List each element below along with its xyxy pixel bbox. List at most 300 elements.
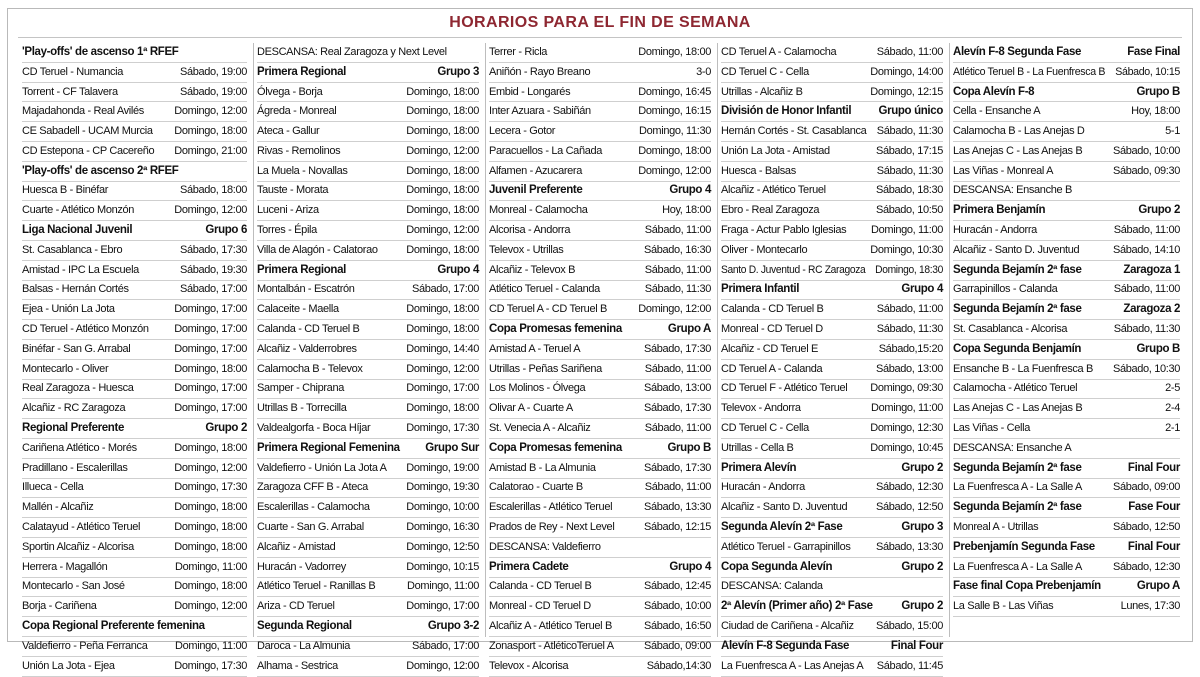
match-time: 3-0	[696, 65, 711, 78]
match-row	[22, 399, 247, 419]
section-header	[257, 261, 479, 281]
match-teams: Real Zaragoza - Huesca	[22, 382, 134, 395]
rest-note	[953, 182, 1180, 202]
match-row	[489, 637, 711, 657]
match-time: Domingo, 12:00	[174, 204, 247, 217]
match-row	[257, 201, 479, 221]
match-teams: Villa de Alagón - Calatorao	[257, 243, 378, 256]
match-row	[22, 558, 247, 578]
match-teams: CD Estepona - CP Cacereño	[22, 144, 155, 157]
match-teams: Las Anejas C - Las Anejas B	[953, 144, 1083, 157]
section-group: Grupo 4	[669, 560, 711, 573]
match-time: Sábado, 17:30	[643, 342, 711, 355]
section-title: Liga Nacional Juvenil	[22, 224, 133, 237]
match-row	[22, 360, 247, 380]
match-time: Sábado, 11:00	[1113, 283, 1180, 296]
section-title: Juvenil Preferente	[489, 184, 583, 197]
section-header	[953, 340, 1180, 360]
match-time: Sábado, 18:30	[875, 184, 943, 197]
section-title: 2ª Alevín (Primer año) 2ª Fase	[721, 600, 873, 613]
match-teams: Fraga - Actur Pablo Iglesias	[721, 224, 847, 237]
section-group: Grupo 2	[901, 461, 943, 474]
match-teams: Calatorao - Cuarte B	[489, 481, 583, 494]
section-title: Segunda Regional	[257, 620, 352, 633]
match-teams: Zaragoza CFF B - Ateca	[257, 481, 368, 494]
match-teams: Huracán - Andorra	[721, 481, 805, 494]
match-time: Domingo, 10:30	[870, 243, 943, 256]
match-teams: Herrera - Magallón	[22, 560, 108, 573]
section-header	[22, 419, 247, 439]
match-teams: Montecarlo - San José	[22, 580, 125, 593]
match-teams: Olivar A - Cuarte A	[489, 402, 573, 415]
match-row	[721, 439, 943, 459]
match-time: Sábado,15:20	[878, 342, 943, 355]
match-row	[489, 578, 711, 598]
match-teams: Utrillas - Cella B	[721, 441, 794, 454]
section-header	[953, 83, 1180, 103]
match-time: Domingo, 18:30	[875, 263, 943, 276]
match-time: Sábado, 17:00	[411, 639, 479, 652]
match-teams: Binéfar - San G. Arrabal	[22, 342, 131, 355]
match-row	[489, 360, 711, 380]
match-row	[721, 221, 943, 241]
match-row	[257, 360, 479, 380]
match-time: Sábado, 11:00	[644, 422, 711, 435]
match-teams: La Fuenfresca A - La Salle A	[953, 560, 1083, 573]
match-time: Domingo, 12:00	[174, 105, 247, 118]
match-time: Sábado, 12:45	[643, 580, 711, 593]
match-teams: Montecarlo - Oliver	[22, 362, 109, 375]
section-group: Zaragoza 1	[1123, 263, 1180, 276]
match-row	[721, 479, 943, 499]
match-teams: Inter Azuara - Sabiñán	[489, 105, 591, 118]
match-teams: Atlético Teruel - Calanda	[489, 283, 600, 296]
match-teams: Atlético Teruel B - La Fuenfresca B	[953, 65, 1106, 78]
match-time: Domingo, 17:00	[174, 402, 247, 415]
section-title: Segunda Bejamín 2ª fase	[953, 461, 1082, 474]
match-time: Domingo, 18:00	[174, 441, 247, 454]
section-title: Copa Promesas femenina	[489, 323, 622, 336]
match-teams: Cella - Ensanche A	[953, 105, 1041, 118]
match-teams: Escalerillas - Atlético Teruel	[489, 501, 613, 514]
match-row	[953, 597, 1180, 617]
section-header	[953, 300, 1180, 320]
rest-text: DESCANSA: Ensanche B	[953, 184, 1072, 197]
section-header	[721, 281, 943, 301]
match-time: Sábado, 17:00	[179, 283, 247, 296]
match-row	[257, 479, 479, 499]
match-time: Sábado, 11:00	[644, 362, 711, 375]
match-time: Domingo, 18:00	[406, 184, 479, 197]
match-teams: CD Teruel F - Atlético Teruel	[721, 382, 848, 395]
section-title: Copa Segunda Alevín	[721, 560, 833, 573]
match-row	[22, 498, 247, 518]
match-time: Sábado, 11:45	[876, 659, 943, 672]
match-time: Sábado, 17:30	[643, 461, 711, 474]
match-row	[489, 340, 711, 360]
section-group: Grupo 2	[1138, 204, 1180, 217]
section-header	[953, 498, 1180, 518]
match-time: Domingo, 12:30	[870, 422, 943, 435]
match-row	[721, 63, 943, 83]
match-teams: CD Teruel C - Cella	[721, 65, 809, 78]
match-teams: Rivas - Remolinos	[257, 144, 341, 157]
match-time: Domingo, 12:00	[406, 659, 479, 672]
match-time: Domingo, 14:00	[870, 65, 943, 78]
match-row	[721, 617, 943, 637]
match-time: Sábado, 12:50	[1112, 521, 1180, 534]
match-time: Domingo, 17:00	[174, 323, 247, 336]
match-row	[489, 479, 711, 499]
section-header	[489, 182, 711, 202]
match-time: Sábado, 17:30	[179, 243, 247, 256]
match-teams: St. Casablanca - Ebro	[22, 243, 123, 256]
section-header	[721, 637, 943, 657]
section-header	[22, 221, 247, 241]
section-header	[953, 43, 1180, 63]
match-time: Sábado, 11:00	[876, 45, 943, 58]
match-row	[22, 479, 247, 499]
match-row	[489, 657, 711, 677]
match-time: Domingo, 16:30	[406, 521, 479, 534]
match-row	[257, 83, 479, 103]
match-teams: Borja - Cariñena	[22, 600, 97, 613]
match-time: Sábado, 16:50	[643, 620, 711, 633]
section-header	[257, 617, 479, 637]
section-header	[22, 617, 247, 637]
match-time: Sábado, 10:30	[1112, 362, 1180, 375]
match-teams: Alcañiz - Valderrobres	[257, 342, 357, 355]
match-row	[22, 261, 247, 281]
match-time: Domingo, 17:30	[406, 422, 479, 435]
match-teams: Cuarte - Atlético Monzón	[22, 204, 135, 217]
match-teams: Torres - Épila	[257, 224, 317, 237]
match-time: Domingo, 12:50	[406, 540, 479, 553]
match-time: Domingo, 17:30	[174, 659, 247, 672]
match-teams: Alcañiz - Televox B	[489, 263, 576, 276]
match-row	[257, 399, 479, 419]
match-time: Domingo, 18:00	[406, 105, 479, 118]
match-time: Sábado, 09:00	[643, 639, 711, 652]
match-teams: Oliver - Montecarlo	[721, 243, 808, 256]
match-teams: Utrillas - Alcañiz B	[721, 85, 803, 98]
match-row	[489, 83, 711, 103]
rest-text: DESCANSA: Valdefierro	[489, 540, 601, 553]
match-teams: Alcañiz A - Atlético Teruel B	[489, 620, 612, 633]
match-time: Domingo, 12:00	[638, 303, 711, 316]
match-teams: La Salle B - Las Viñas	[953, 600, 1054, 613]
match-time: Sábado, 11:00	[644, 481, 711, 494]
rest-text: DESCANSA: Real Zaragoza y Next Level	[257, 45, 447, 58]
match-row	[489, 617, 711, 637]
match-row	[953, 479, 1180, 499]
schedule-columns	[22, 43, 1184, 672]
match-time: Sábado, 19:30	[179, 263, 247, 276]
section-title: División de Honor Infantil	[721, 105, 852, 118]
schedule-column-1	[22, 43, 254, 672]
match-teams: Las Viñas - Monreal A	[953, 164, 1054, 177]
section-title: Alevín F-8 Segunda Fase	[721, 639, 850, 652]
section-group: Grupo B	[1136, 85, 1180, 98]
match-time: Domingo, 18:00	[406, 303, 479, 316]
match-time: Domingo, 17:00	[174, 303, 247, 316]
match-teams: Calamocha B - Televox	[257, 362, 363, 375]
match-row	[721, 122, 943, 142]
match-time: Domingo, 18:00	[406, 323, 479, 336]
match-row	[953, 558, 1180, 578]
match-teams: CD Teruel - Atlético Monzón	[22, 323, 149, 336]
match-teams: Alcañiz - CD Teruel E	[721, 342, 818, 355]
match-row	[489, 597, 711, 617]
section-title: Primera Regional Femenina	[257, 441, 400, 454]
match-row	[257, 340, 479, 360]
match-row	[257, 518, 479, 538]
match-time: Domingo, 10:45	[870, 441, 943, 454]
match-time: 2-4	[1165, 402, 1180, 415]
match-teams: Pradillano - Escalerillas	[22, 461, 128, 474]
match-teams: Monreal - Calamocha	[489, 204, 588, 217]
match-teams: Alcañiz - Atlético Teruel	[721, 184, 826, 197]
match-teams: CD Teruel A - CD Teruel B	[489, 303, 608, 316]
match-row	[22, 142, 247, 162]
match-teams: Amistad - IPC La Escuela	[22, 263, 139, 276]
match-row	[721, 360, 943, 380]
match-time: Domingo, 11:00	[175, 560, 247, 573]
match-teams: Escalerillas - Calamocha	[257, 501, 370, 514]
match-row	[489, 459, 711, 479]
match-time: Sábado, 09:00	[1112, 481, 1180, 494]
section-title: Segunda Alevín 2ª Fase	[721, 521, 843, 534]
match-teams: Utrillas B - Torrecilla	[257, 402, 347, 415]
match-time: Domingo, 14:40	[406, 342, 479, 355]
match-teams: Embid - Longarés	[489, 85, 571, 98]
match-row	[489, 281, 711, 301]
section-group: Grupo 4	[669, 184, 711, 197]
match-time: Sábado, 11:30	[876, 164, 943, 177]
section-title: 'Play-offs' de ascenso 2ª RFEF	[22, 164, 179, 177]
rest-note	[257, 43, 479, 63]
match-row	[257, 597, 479, 617]
match-row	[22, 340, 247, 360]
section-title: Segunda Bejamín 2ª fase	[953, 303, 1082, 316]
match-teams: Atlético Teruel - Ranillas B	[257, 580, 376, 593]
match-row	[721, 182, 943, 202]
match-time: Domingo, 18:00	[406, 402, 479, 415]
match-row	[953, 221, 1180, 241]
match-row	[257, 102, 479, 122]
match-teams: Terrer - Ricla	[489, 45, 548, 58]
match-teams: Televox - Alcorisa	[489, 659, 569, 672]
schedule-column-5	[950, 43, 1182, 637]
match-row	[721, 201, 943, 221]
match-row	[257, 241, 479, 261]
match-time: Sábado, 10:00	[1112, 144, 1180, 157]
match-time: Sábado, 11:00	[1113, 224, 1180, 237]
match-time: Sábado, 12:50	[875, 501, 943, 514]
match-row	[489, 142, 711, 162]
match-teams: Ejea - Unión La Jota	[22, 303, 115, 316]
section-group: Grupo B	[667, 441, 711, 454]
match-time: Hoy, 18:00	[1131, 105, 1180, 118]
section-group: Final Four	[1127, 461, 1180, 474]
match-time: Sábado, 17:15	[875, 144, 943, 157]
match-row	[721, 83, 943, 103]
match-teams: Ateca - Gallur	[257, 125, 320, 138]
section-header	[489, 558, 711, 578]
match-row	[489, 221, 711, 241]
match-row	[257, 419, 479, 439]
match-teams: Ciudad de Cariñena - Alcañiz	[721, 620, 854, 633]
match-row	[489, 261, 711, 281]
match-time: Domingo, 17:00	[174, 382, 247, 395]
section-header	[22, 162, 247, 182]
match-row	[489, 518, 711, 538]
match-teams: Valdefierro - Peña Ferranca	[22, 639, 148, 652]
match-row	[22, 320, 247, 340]
section-group: Grupo 2	[901, 560, 943, 573]
match-time: Sábado, 18:00	[179, 184, 247, 197]
match-row	[257, 221, 479, 241]
match-row	[489, 300, 711, 320]
match-time: Sábado, 11:00	[644, 263, 711, 276]
match-time: Domingo, 18:00	[174, 540, 247, 553]
match-teams: Prados de Rey - Next Level	[489, 521, 615, 534]
match-time: 2-1	[1165, 422, 1180, 435]
match-time: Domingo, 16:45	[638, 85, 711, 98]
match-row	[22, 122, 247, 142]
match-row	[22, 281, 247, 301]
match-teams: Calatayud - Atlético Teruel	[22, 521, 141, 534]
match-time: 2-5	[1165, 382, 1180, 395]
section-header	[489, 320, 711, 340]
match-row	[22, 459, 247, 479]
match-time: Domingo, 12:15	[870, 85, 943, 98]
schedule-column-2	[254, 43, 486, 672]
schedule-panel	[7, 8, 1193, 672]
section-group: Grupo 3-2	[427, 620, 479, 633]
match-teams: Zonasport - AtléticoTeruel A	[489, 639, 614, 652]
match-time: Sábado, 11:30	[876, 125, 943, 138]
match-time: Domingo, 18:00	[406, 204, 479, 217]
match-teams: Valdealgorfa - Boca Híjar	[257, 422, 371, 435]
match-time: Domingo, 17:00	[406, 382, 479, 395]
section-header	[489, 439, 711, 459]
match-time: Domingo, 12:00	[638, 164, 711, 177]
rest-note	[721, 578, 943, 598]
section-group: Grupo 6	[205, 224, 247, 237]
match-teams: Valdefierro - Unión La Jota A	[257, 461, 387, 474]
match-teams: Calamocha B - Las Anejas D	[953, 125, 1085, 138]
match-row	[721, 498, 943, 518]
match-teams: Huesca - Balsas	[721, 164, 796, 177]
match-teams: Amistad A - Teruel A	[489, 342, 581, 355]
match-row	[22, 300, 247, 320]
match-time: Sábado, 10:00	[643, 600, 711, 613]
match-row	[489, 498, 711, 518]
section-header	[721, 459, 943, 479]
match-row	[489, 419, 711, 439]
section-title: Copa Alevín F-8	[953, 85, 1035, 98]
match-time: Domingo, 19:30	[406, 481, 479, 494]
match-row	[953, 518, 1180, 538]
section-title: Segunda Bejamín 2ª fase	[953, 263, 1082, 276]
match-row	[953, 360, 1180, 380]
match-teams: Balsas - Hernán Cortés	[22, 283, 129, 296]
section-group: Grupo 3	[437, 65, 479, 78]
match-time: Domingo, 18:00	[406, 125, 479, 138]
rest-text: DESCANSA: Ensanche A	[953, 441, 1072, 454]
section-title: Regional Preferente	[22, 422, 124, 435]
match-row	[489, 122, 711, 142]
match-time: Domingo, 21:00	[174, 144, 247, 157]
match-teams: Samper - Chiprana	[257, 382, 344, 395]
section-group: Zaragoza 2	[1123, 303, 1180, 316]
match-row	[721, 657, 943, 677]
match-teams: Monreal - CD Teruel D	[721, 323, 823, 336]
section-header	[721, 558, 943, 578]
match-row	[22, 201, 247, 221]
section-header	[721, 102, 943, 122]
match-time: Domingo, 18:00	[174, 580, 247, 593]
match-teams: Mallén - Alcañiz	[22, 501, 94, 514]
match-row	[721, 43, 943, 63]
match-row	[721, 261, 943, 281]
match-time: Domingo, 18:00	[174, 521, 247, 534]
match-teams: CD Teruel - Numancia	[22, 65, 124, 78]
match-teams: Aniñón - Rayo Breano	[489, 65, 591, 78]
section-group: Grupo 4	[901, 283, 943, 296]
match-time: Sábado, 13:00	[643, 382, 711, 395]
match-teams: Daroca - La Almunia	[257, 639, 351, 652]
match-teams: CE Sabadell - UCAM Murcia	[22, 125, 153, 138]
match-time: Lunes, 17:30	[1120, 600, 1180, 613]
match-time: Domingo, 11:00	[175, 639, 247, 652]
match-row	[257, 380, 479, 400]
match-row	[22, 518, 247, 538]
match-teams: Unión La Jota - Ejea	[22, 659, 115, 672]
match-time: Sábado, 14:10	[1112, 243, 1180, 256]
match-row	[22, 657, 247, 677]
match-teams: Calanda - CD Teruel B	[489, 580, 592, 593]
match-teams: Cuarte - San G. Arrabal	[257, 521, 364, 534]
match-time: Sábado, 15:00	[875, 620, 943, 633]
match-row	[953, 399, 1180, 419]
match-time: Domingo, 16:15	[638, 105, 711, 118]
match-time: Sábado, 12:15	[643, 521, 711, 534]
match-row	[257, 498, 479, 518]
match-time: Sábado, 19:00	[179, 65, 247, 78]
match-row	[953, 281, 1180, 301]
section-header	[953, 201, 1180, 221]
match-time: Sábado, 10:15	[1115, 65, 1180, 78]
rest-note	[953, 439, 1180, 459]
section-group: Grupo 2	[205, 422, 247, 435]
match-row	[953, 380, 1180, 400]
section-header	[257, 63, 479, 83]
match-teams: Torrent - CF Talavera	[22, 85, 118, 98]
title-divider	[18, 37, 1182, 38]
match-time: Domingo, 18:00	[174, 362, 247, 375]
match-time: Domingo, 18:00	[406, 85, 479, 98]
match-time: Domingo, 17:00	[406, 600, 479, 613]
section-title: Primera Alevín	[721, 461, 797, 474]
match-time: Sábado, 11:00	[876, 303, 943, 316]
match-time: Domingo, 12:00	[406, 362, 479, 375]
match-row	[257, 300, 479, 320]
match-row	[953, 241, 1180, 261]
match-teams: Alcañiz - Amistad	[257, 540, 336, 553]
schedule-column-3	[486, 43, 718, 672]
